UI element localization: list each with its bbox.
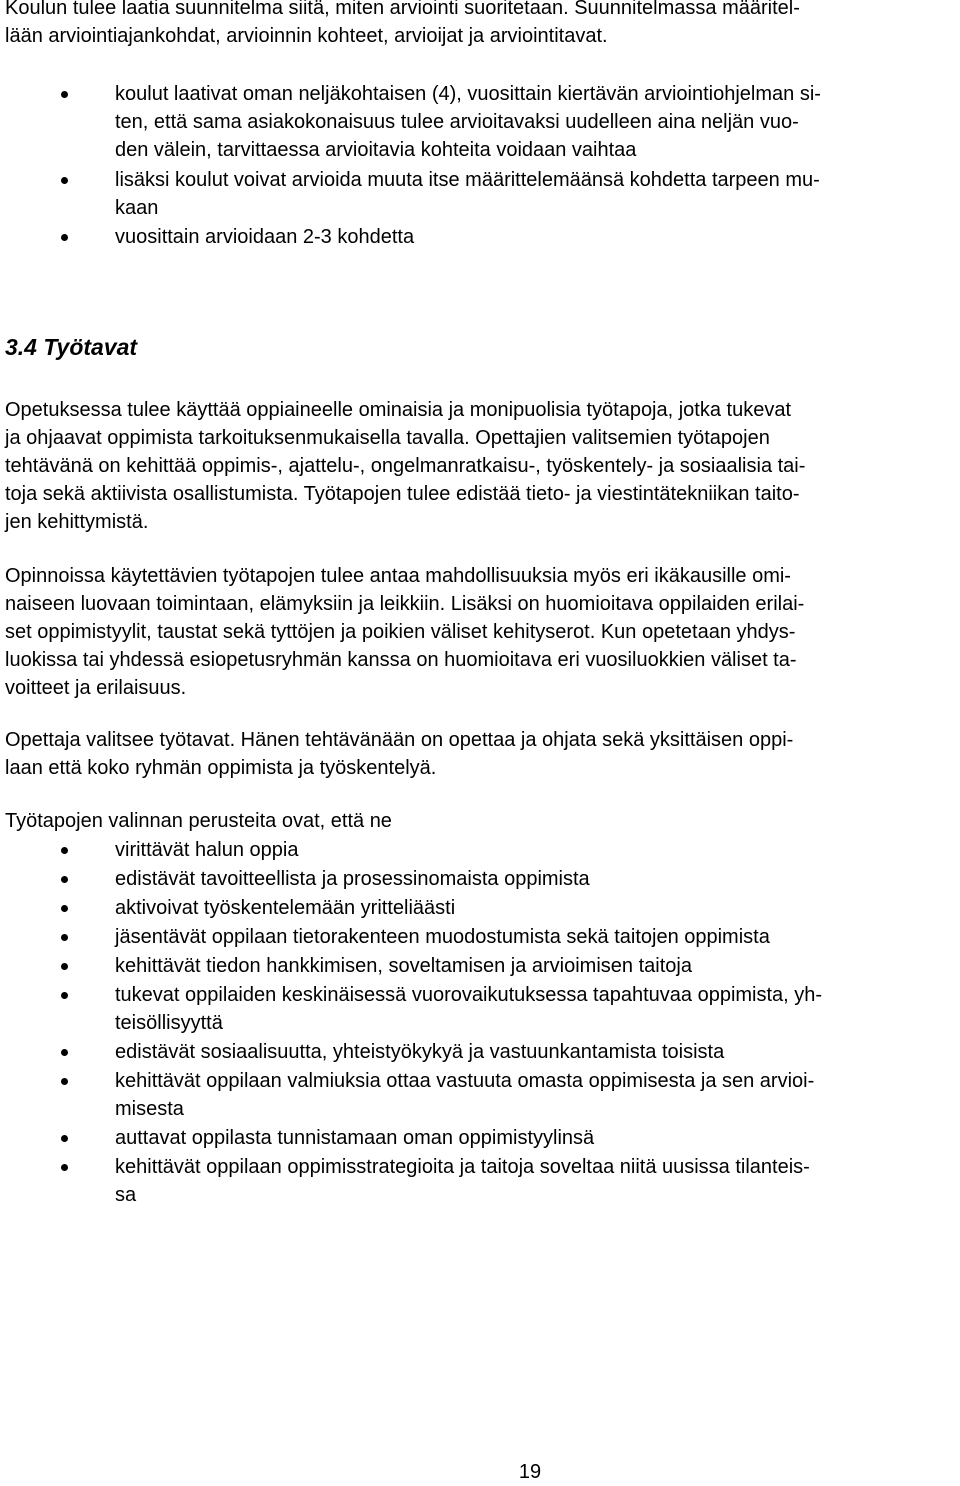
paragraph-line: set oppimistyylit, taustat sekä tyttöjen ja poikien väliset kehityserot. Kun opetetaan yhdys-	[5, 621, 796, 643]
paragraph-line: laan että koko ryhmän oppimista ja työskentelyä.	[5, 757, 437, 779]
paragraph-line: voitteet ja erilaisuus.	[5, 677, 187, 699]
paragraph-line: toja sekä aktiivista osallistumista. Työtapojen tulee edistää tieto- ja viestintätekniikan taito-	[5, 483, 800, 505]
paragraph-line: Opettaja valitsee työtavat. Hänen tehtävänään on opettaa ja ohjata sekä yksittäisen oppi-	[5, 729, 794, 751]
list-item-line: den välein, tarvittaessa arvioitavia kohteita voidaan vaihtaa	[115, 139, 637, 161]
bullet-icon	[61, 1078, 68, 1085]
bullet-icon	[61, 963, 68, 970]
intro-line: lään arviointiajankohdat, arvioinnin kohteet, arvioijat ja arviointitavat.	[5, 25, 608, 47]
bullet-icon	[61, 234, 68, 241]
list-item-line: jäsentävät oppilaan tietorakenteen muodostumista sekä taitojen oppimista	[115, 926, 770, 948]
list-item-line: ten, että sama asiakokonaisuus tulee arvioitavaksi uudelleen aina neljän vuo-	[115, 111, 799, 133]
list-item-line: vuosittain arvioidaan 2-3 kohdetta	[115, 226, 415, 248]
bullet-icon	[61, 876, 68, 883]
list-item-line: edistävät tavoitteellista ja prosessinomaista oppimista	[115, 868, 590, 890]
bullet-icon	[61, 934, 68, 941]
bullet-icon	[61, 992, 68, 999]
bullet-icon	[61, 1164, 68, 1171]
paragraph-line: tehtävänä on kehittää oppimis-, ajattelu-, ongelmanratkaisu-, työskentely- ja sosiaalisia tai-	[5, 455, 806, 477]
section-heading: 3.4 Työtavat	[5, 334, 138, 360]
list-item-line: lisäksi koulut voivat arvioida muuta itse määrittelemäänsä kohdetta tarpeen mu-	[115, 169, 820, 191]
bullet-icon	[61, 177, 68, 184]
bullet-icon	[61, 905, 68, 912]
bullet-icon	[61, 91, 68, 98]
bullet-icon	[61, 1135, 68, 1142]
list-item-line: kehittävät oppilaan oppimisstrategioita ja taitoja soveltaa niitä uusissa tilanteis-	[115, 1156, 810, 1178]
list-item-line: teisöllisyyttä	[115, 1012, 223, 1034]
list-item-line: aktivoivat työskentelemään yritteliäästi	[115, 897, 456, 919]
list-item-line: auttavat oppilasta tunnistamaan oman oppimistyylinsä	[115, 1127, 595, 1149]
bullet-icon	[61, 847, 68, 854]
list-item-line: tukevat oppilaiden keskinäisessä vuorovaikutuksessa tapahtuvaa oppimista, yh-	[115, 984, 823, 1006]
paragraph-line: Opetuksessa tulee käyttää oppiaineelle ominaisia ja monipuolisia työtapoja, jotka tukevat	[5, 399, 792, 421]
list-item-line: misesta	[115, 1098, 184, 1120]
list-item-line: kehittävät tiedon hankkimisen, soveltamisen ja arvioimisen taitoja	[115, 955, 692, 977]
paragraph-line: ja ohjaavat oppimista tarkoituksenmukaisella tavalla. Opettajien valitsemien työtapojen	[5, 427, 770, 449]
list-item-line: kehittävät oppilaan valmiuksia ottaa vastuuta omasta oppimisesta ja sen arvioi-	[115, 1070, 815, 1092]
paragraph-line: Opinnoissa käytettävien työtapojen tulee antaa mahdollisuuksia myös eri ikäkausille omi-	[5, 565, 791, 587]
list-item-line: edistävät sosiaalisuutta, yhteistyökykyä ja vastuunkantamista toisista	[115, 1041, 725, 1063]
list-item-line: kaan	[115, 197, 159, 219]
page-number: 19	[518, 1461, 542, 1483]
list-intro: Työtapojen valinnan perusteita ovat, että ne	[5, 810, 392, 832]
list-item-line: virittävät halun oppia	[115, 839, 299, 861]
paragraph-line: jen kehittymistä.	[5, 511, 149, 533]
list-item-line: sa	[115, 1184, 137, 1206]
paragraph-line: naiseen luovaan toimintaan, elämyksiin ja leikkiin. Lisäksi on huomioitava oppilaiden erilai-	[5, 593, 805, 615]
intro-line: Koulun tulee laatia suunnitelma siitä, miten arviointi suoritetaan. Suunnitelmassa määritel-	[5, 0, 800, 19]
paragraph-line: luokissa tai yhdessä esiopetusryhmän kanssa on huomioitava eri vuosiluokkien väliset ta-	[5, 649, 797, 671]
list-item-line: koulut laativat oman neljäkohtaisen (4), vuosittain kiertävän arviointiohjelman si-	[115, 83, 821, 105]
bullet-icon	[61, 1049, 68, 1056]
